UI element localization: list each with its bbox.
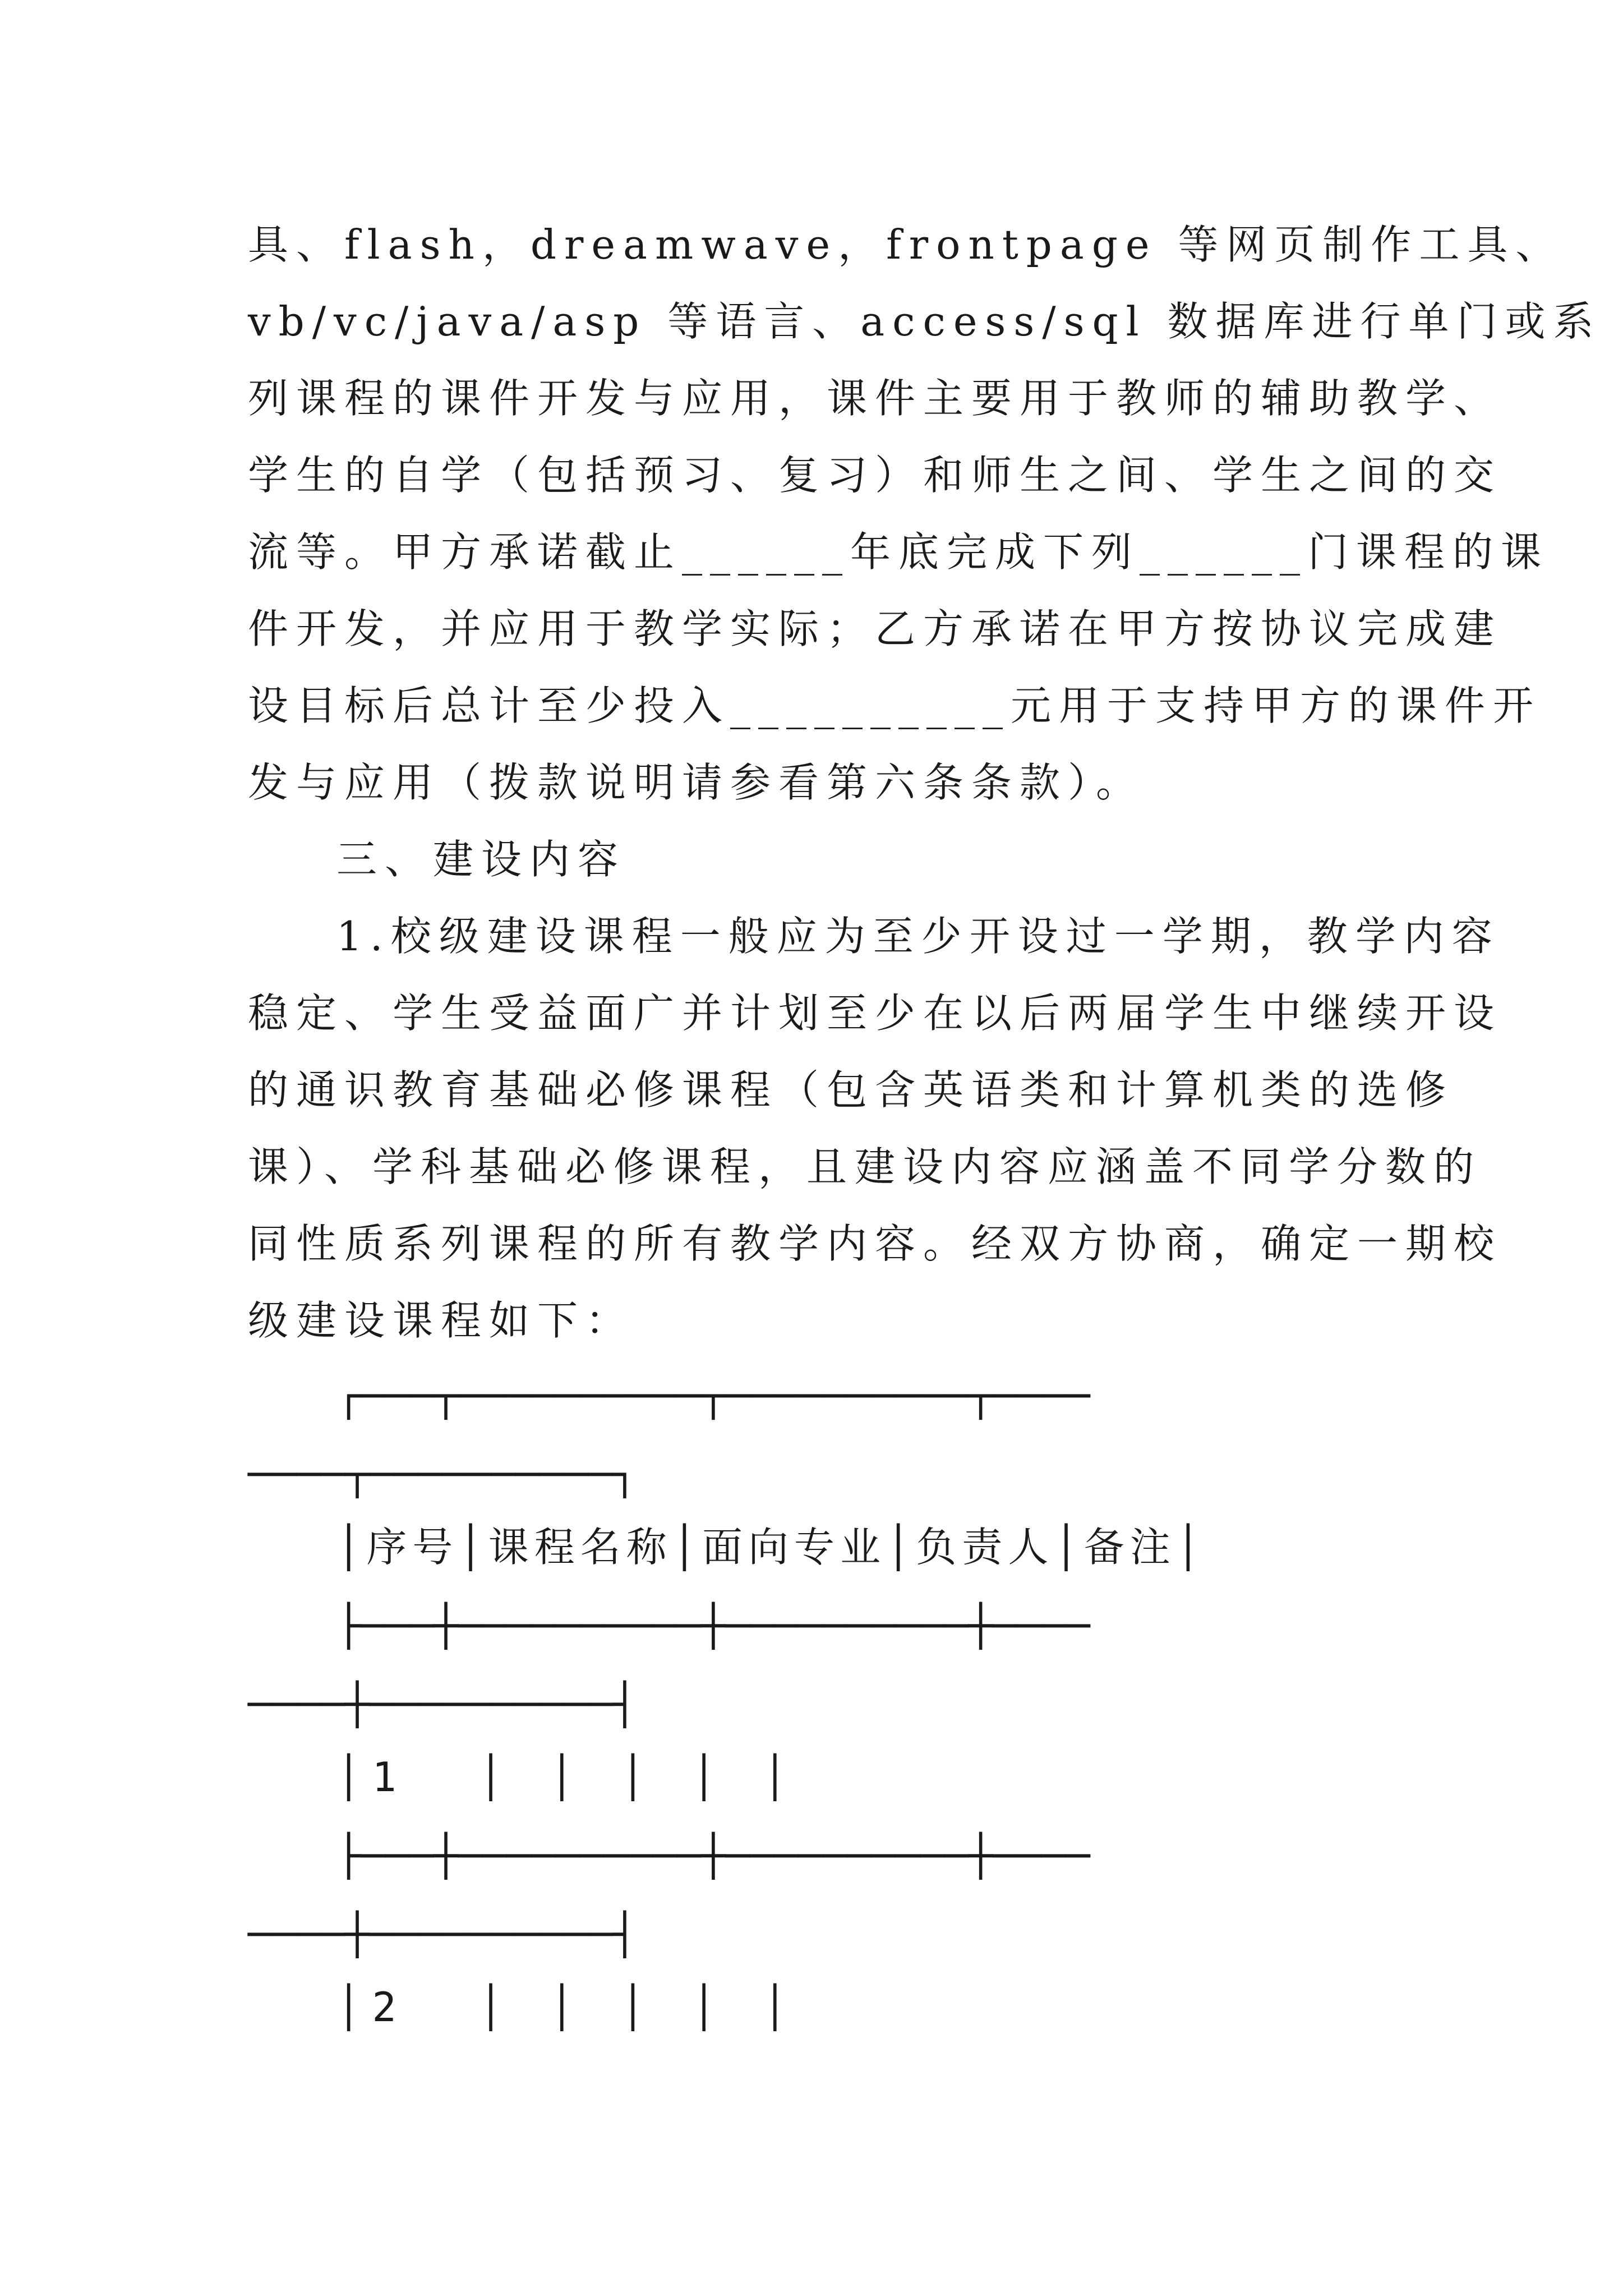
table-border-line: ────┼──────────┤	[248, 1681, 637, 1728]
table-header-row: │序号│课程名称│面向专业│负责人│备注│	[336, 1524, 1206, 1571]
paragraph-line: 发与应用（拨款说明请参看第六条条款）。	[248, 759, 1145, 806]
table-border-line: ────┬──────────┐	[248, 1451, 637, 1498]
paragraph-line: 同性质系列课程的所有教学内容。经双方协商，确定一期校	[248, 1220, 1502, 1267]
paragraph-line: 的通识教育基础必修课程（包含英语类和计算机类的选修	[248, 1066, 1454, 1114]
table-border-line: ├───┼──────────┼──────────┼────	[336, 1832, 1090, 1879]
paragraph-line: vb/vc/java/asp 等语言、access/sql 数据库进行单门或系	[248, 298, 1602, 345]
paragraph-line: 设目标后总计至少投入__________元用于支持甲方的课件开	[248, 682, 1542, 729]
paragraph-line: 学生的自学（包括预习、复习）和师生之间、学生之间的交	[248, 452, 1502, 499]
table-row: │2 │ │ │ │ │	[336, 1984, 799, 2031]
section-heading: 三、建设内容	[336, 836, 626, 883]
paragraph-line: 稳定、学生受益面广并计划至少在以后两届学生中继续开设	[248, 990, 1502, 1037]
table-border-line: ┌───┬──────────┬──────────┬────	[336, 1372, 1090, 1419]
paragraph-line: 1.校级建设课程一般应为至少开设过一学期，教学内容	[336, 913, 1500, 960]
paragraph-line: 具、flash，dreamwave，frontpage 等网页制作工具、	[248, 221, 1564, 268]
paragraph-line: 列课程的课件开发与应用，课件主要用于教师的辅助教学、	[248, 375, 1502, 422]
paragraph-line: 件开发，并应用于教学实际；乙方承诺在甲方按协议完成建	[248, 605, 1502, 652]
table-row: │1 │ │ │ │ │	[336, 1754, 799, 1801]
paragraph-line: 流等。甲方承诺截止______年底完成下列______门课程的课	[248, 528, 1550, 576]
paragraph-line: 级建设课程如下：	[248, 1297, 634, 1344]
paragraph-line: 课）、学科基础必修课程，且建设内容应涵盖不同学分数的	[248, 1143, 1482, 1190]
table-border-line: ├───┼──────────┼──────────┼────	[336, 1602, 1090, 1649]
table-border-line: ────┼──────────┤	[248, 1911, 637, 1958]
